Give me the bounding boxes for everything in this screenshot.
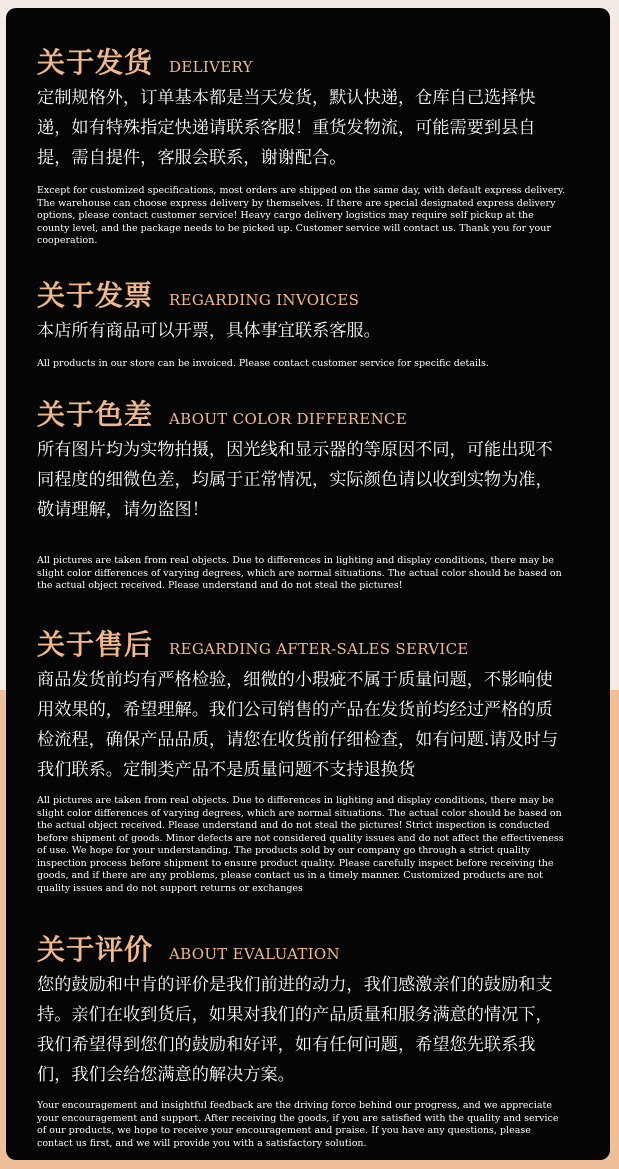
section-text-cn: 本店所有商品可以开票，具体事宜联系客服。: [37, 321, 381, 341]
section-text-cn: 所有图片均为实物拍摄，因光线和显示器的等原因不同，可能出现不同程度的细微色差，均属于正常情况，实际颜色请以收到实物为准，敬请理解，请勿盗图！: [37, 440, 553, 520]
section-title-cn: 关于发货: [37, 46, 154, 79]
section-title-en: REGARDING AFTER-SALES SERVICE: [169, 640, 469, 658]
section-title-cn: 关于发票: [37, 279, 154, 312]
section-heading: [37, 41, 567, 81]
section-title-en: ABOUT COLOR DIFFERENCE: [169, 410, 408, 428]
section-text-cn: 商品发货前均有严格检验，细微的小瑕疵不属于质量问题，不影响使用效果的，希望理解。我们公司销售的产品在发货前均经过严格的质检流程，确保产品品质，请您在收货前仔细检查，如有问题.请及时与我们联系。定制类产品不是质量问题不支持退换货: [37, 670, 559, 780]
section-title-en: ABOUT EVALUATION: [169, 945, 340, 963]
section-title-cn: 关于评价: [37, 933, 154, 966]
section-evaluation: [37, 928, 567, 1150]
section-title-en: DELIVERY: [169, 58, 253, 76]
section-title-en: REGARDING INVOICES: [169, 291, 360, 309]
section-delivery: [37, 41, 567, 248]
section-heading: [37, 274, 567, 314]
section-text-en: All products in our store can be invoiced. Please contact customer service for specific details.: [37, 358, 489, 369]
section-title-cn: 关于色差: [37, 398, 154, 431]
section-text-en: All pictures are taken from real objects. Due to differences in lighting and display conditions, there may be slight color differences of varying degrees, which are normal situations. The actual color should be based on the actual object received. Please understand and do not steal the pictures!: [37, 555, 562, 591]
section-text-cn: 定制规格外，订单基本都是当天发货，默认快递，仓库自己选择快递，如有特殊指定快递请联系客服！重货发物流，可能需要到县自提，需自提件，客服会联系，谢谢配合。: [37, 88, 536, 168]
section-heading: [37, 393, 567, 433]
section-heading: [37, 623, 567, 663]
section-text-en: Except for customized specifications, most orders are shipped on the same day, with default express delivery. The warehouse can choose express delivery by themselves. If there are special designated express delivery options, please contact customer service! Heavy cargo delivery logistics may require self pickup at the county level, and the package needs to be picked up. Customer service will contact us. Thank you for your cooperation.: [37, 185, 565, 246]
section-heading: [37, 928, 567, 968]
section-title-cn: 关于售后: [37, 628, 154, 661]
notice-card: [6, 8, 610, 1160]
section-invoices: [37, 274, 567, 371]
section-text-en: Your encouragement and insightful feedback are the driving force behind our progress, and we appreciate your encouragement and support. After receiving the goods, if you are satisfied with the quality and service of our products, we hope to receive your encouragement and praise. If you have any questions, please contact us first, and we will provide you with a satisfactory solution.: [37, 1100, 559, 1149]
section-text-en: All pictures are taken from real objects. Due to differences in lighting and display conditions, there may be slight color differences of varying degrees, which are normal situations. The actual color should be based on the actual object received. Please understand and do not steal the pictures! Strict inspection is conducted before shipment of goods. Minor defects are not considered quality issues and do not affect the effectiveness of use. We hope for your understanding. The products sold by our company go through a strict quality inspection process before shipment to ensure product quality. Please carefully inspect before receiving the goods, and if there are any problems, please contact us in a timely manner. Customized products are not quality issues and do not support returns or exchanges: [37, 795, 564, 894]
section-after-sales: [37, 623, 567, 895]
section-color-difference: [37, 393, 567, 593]
section-text-cn: 您的鼓励和中肯的评价是我们前进的动力，我们感激亲们的鼓励和支持。亲们在收到货后，如果对我们的产品质量和服务满意的情况下，我们希望得到您们的鼓励和好评，如有任何问题，希望您先联系我们，我们会给您满意的解决方案。: [37, 975, 553, 1085]
